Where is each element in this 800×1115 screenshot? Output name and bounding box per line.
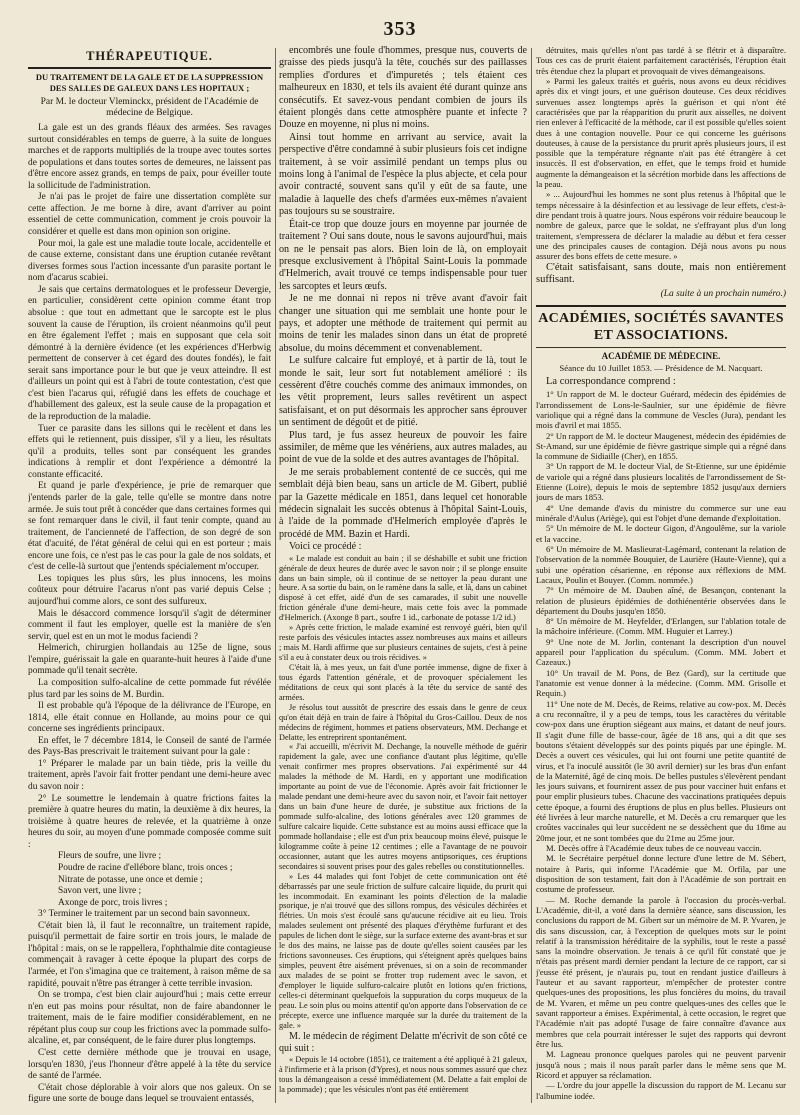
correspondence-item: M. le Secrétaire perpétuel donne lecture d'une lettre de M. Sébert, notaire à Paris, qui informe l'Académie que M. Orfila, par une disposition de son testament, fait don à l'Académie de son portrait en costume de professeur. <box>536 853 786 895</box>
paragraph: Était-ce trop que douze jours en moyenne par journée de traitement ? Oui sans doute, nous le savons aujourd'hui, mais on ne le pensait pas alors. Bien loin de là, on employait presque exclusivement à l'hôpital Saint-Louis la pommade d'Helmerich, avait trouvé ce temps indispensable pour tuer les sarcoptes et leurs œufs. <box>279 218 527 292</box>
paragraph: Je sais que certains dermatologues et le professeur Devergie, en particulier, considèrent cette opinion comme étant trop absolue : que tout en admettant que le sarcopte est le plus souvent la cause de l'éruption, ils croient néanmoins qu'il peut en être également l'effet ; mais en supposant que cela soit démontré à la dernière évidence (et les expériences d'Herbwig permettent de conserver à cet égard des doutes fondés), le fait serait sans importance pour le but que je veux atteindre. Il est d'ailleurs un point qui est à l'abri de toute contestation, c'est que c'est bien l'acarus qui, réfugié dans les effets de couchage et d'habillement des galeux, est la seule cause de la propagation et de la reproduction de la maladie. <box>28 284 271 423</box>
to-be-continued: (La suite à un prochain numéro.) <box>660 289 786 300</box>
paragraph: Pour moi, la gale est une maladie toute locale, accidentelle et de cause externe, consistant dans une éruption cutanée revêtant diverses formes sous l'action incessante d'un parasite portant le nom d'acarus scabiei. <box>28 238 271 284</box>
quoted-paragraph: » Les 44 malades qui font l'objet de cette communication ont été débarrassés par une seule friction de sulfure calcaire liquide, du prurit qui les incommodait. En examinant les points d'élection de la maladie psorique, je n'ai trouvé que des sillons rompus, des vésicules déchirées et flétries. Un mois s'est écoulé sans qu'aucune récidive ait eu lieu. Trois malades seulement ont présenté des plaques d'érythème furfurant et des papules de lichen dont le siège, sur la surface externe des avant-bras et sur le dos des mains, ne laisse pas de doute qu'elles soient causées par les frictions savonneuses. Ces éruptions, qui s'éteignent après quelques bains simples, peuvent être aisément prévenues, si on a soin de recommander aux malades de se point se frotter trop rudement avec le savon, et d'employer le liquide sulfuro-calcaire plutôt en lotions qu'en frictions, celles-ci déterminant quelquefois la suppuration du corps muqueux de la peau. Le soin plus ou moins attentif qu'on apporte dans l'observation de ce précepte, exerce une influence marquée sur la durée du traitement de la gale. » <box>279 871 527 1030</box>
paragraph: Mais le désaccord commence lorsqu'il s'agit de déterminer comment il faut les employer, quelle est la manière de s'en servir, quel est en un mot le modus faciendi ? <box>28 608 271 642</box>
quoted-paragraph: C'était là, à mes yeux, un fait d'une portée immense, digne de fixer à tous égards l'attention générale, et de provoquer spécialement les méditations de ceux qui sont placés à la tête du service de santé des armées. <box>279 662 527 702</box>
correspondence-item: M. Lagneau prononce quelques paroles qui ne peuvent parvenir jusqu'à nous ; mais il nous paraît parler dans le même sens que M. Ricord et appuyer sa réclamation. <box>536 1049 786 1080</box>
session-line: Séance du 10 Juillet 1853. — Présidence de M. Nacquart. <box>559 362 763 373</box>
paragraph: Le sulfure calcaire fut employé, et à partir de là, tout le monde le sait, leur sort fut notablement amélioré : ils cessèrent d'être couchés comme des animaux immondes, on les vêtit proprement, leurs salles revêtirent un aspect satisfaisant, et on put désormais les approcher sans éprouver un sentiment de dégoût et de pitié. <box>279 355 527 429</box>
paragraph: 3° Terminer le traitement par un second bain savonneux. <box>38 909 250 920</box>
page-number: 353 <box>383 18 417 40</box>
paragraph: Il est probable qu'à l'époque de la délivrance de l'Europe, en 1814, elle était connue en Hollande, au moins pour ce qui concerne ses ingrédients principaux. <box>28 701 271 735</box>
paragraph: Helmerich, chirurgien hollandais au 125e de ligne, sous l'empire, guérissait la gale en quarante-huit heures à l'aide d'une pommade qu'il tenait secrète. <box>28 643 271 677</box>
article-title: DU TRAITEMENT DE LA GALE ET DE LA SUPPRESSION DES SALLES DE GALEUX DANS LES HOPITAUX ; <box>35 72 264 93</box>
paragraph: C'était bien là, il faut le reconnaître, un traitement rapide, puisqu'il permettait de faire sortir en trois jours, le malade de l'hôpital : mais, on se le rappellera, l'ophthalmie dite contagieuse commençait à ravager à cette époque la plupart des corps de l'armée, et l'on s'imagina que ce traitement, à raison même de sa rapidité, pouvait n'être pas étranger à cette terrible invasion. <box>28 920 271 989</box>
paragraph: 1° Préparer le malade par un bain tiède, pris la veille du traitement, après l'avoir fait frotter pendant une demi-heure avec du savon noir : <box>28 758 271 793</box>
paragraph: encombrés une foule d'hommes, presque nus, couverts de graisse des pieds jusqu'à la tête, couchés sur des paillasses remplies d'ordures et d'impuretés ; tels étaient ces malheureux en 1830, et tels ils avaient été durant quinze ans consécutifs. Et savez-vous pendant combien de jours ils étaient plongés dans cette atmosphère puante et infecte ? Douze en moyenne, ni plus ni moins. <box>279 45 527 131</box>
paragraph: C'est cette dernière méthode que je trouvai en usage, lorsqu'en 1830, j'eus l'honneur d'être appelé à la tête du service de santé de l'armée. <box>28 1047 271 1082</box>
correspondence-item: 5° Un mémoire de M. le docteur Gigon, d'Angoulême, sur la variole et la vaccine. <box>536 523 786 544</box>
academies-heading: ACADÉMIES, SOCIÉTÉS SAVANTES ET ASSOCIATIONS. <box>538 311 784 344</box>
quoted-paragraph: « Le malade est conduit au bain ; il se déshabille et subit une friction générale de deux heures de durée avec le savon noir ; il se plonge ensuite dans un bain simple, où il continue de se nettoyer la peau durant une heure. A sa sortie du bain, on le ramène dans la salle, et là, dans un cabinet disposé à cet effet, aidé d'un de ses camarades, il subit une nouvelle friction générale d'une demi-heure, mais cette fois avec la pommade d'Helmerich. (Axonge 8 part., soufre 1 id., carbonate de potasse 1/2 id.) <box>279 553 527 623</box>
quoted-paragraph: Je résolus tout aussitôt de prescrire des essais dans le genre de ceux qu'on était déjà en train de faire à l'hôpital du Gros-Caillou. Deux de nos médecins de régiment, hommes et patiens observateurs, MM. Dechange et Delatte, les entreprirent spontanément. <box>279 702 527 742</box>
paragraph: M. le médecin de régiment Delatte m'écrivit de son côté ce qui suit : <box>279 1030 527 1055</box>
correspondence-item: 9° Une note de M. Jorlin, contenant la description d'un nouvel appareil pour l'application du spéculum. (Comm. MM. Jobert et Cazeaux.) <box>536 636 786 668</box>
paragraph: Ainsi tout homme en arrivant au service, avait la perspective d'être condamné à subir plusieurs fois cet indigne traitement, à se voir assimilé pendant un temps plus ou moins long à l'animal de l'espèce la plus abjecte, et cela pour avoir contracté, souvent sans qu'il y eût de sa faute, une maladie à laquelle des chefs d'armées eux-mêmes n'avaient pas toujours su se soustraire. <box>279 131 527 218</box>
paragraph: Les topiques les plus sûrs, les plus innocens, les moins coûteux pour détruire l'acarus n'ont pas varié depuis Celse ; aujourd'hui comme alors, ce sont des sulfureux. <box>28 573 271 608</box>
correspondence-item: 11° Une note de M. Decès, de Reims, relative au cow-pox. M. Decès a cru reconnaître, il y a peu de temps, tous les caractères du véritable cow-pox dans une éruption siégeant aux mains, et datant de neuf jours. Il s'agit d'une fille de basse-cour, âgée de 18 ans, qui a dit que ses boutons s'étaient développés sur des points piqués par une épingle. M. Decès a ouvert ces vésicules, qui lui ont fourni une petite quantité de virus, et l'a inoculé aussitôt (le 30 avril dernier) sur les bras d'un enfant de la Maternité, âgé de cinq mois. De belles pustules s'élevèrent pendant les jours suivans, et fournirent assez de pus pour vacciner huit enfans et pour emplir plusieurs tubes. Chacune des vaccinations pratiquées depuis cette époque, a fourni des éruptions de plus en plus belles. Plusieurs ont été livrées à leur marche naturelle, et M. Decès a cru remarquer que les croûtes vaccinales qui leur succèdent ne se dessèchent que du 18me au 20me jour, et ne sont tombées que du 21me au 25me jour. <box>536 698 786 843</box>
correspondence-item: 3° Un rapport de M. le docteur Vial, de St-Etienne, sur une épidémie de variole qui a régné dans plusieurs localités de l'arrondissement de St-Etienne (Loire), depuis le mois de septembre 1852 jusqu'aux derniers jours de mars 1853. <box>536 461 786 503</box>
ingredient-item: Fleurs de soufre, une livre ; <box>58 851 162 862</box>
correspondence-item: 2° Un rapport de M. le docteur Maugenest, médecin des épidémies de St-Amand, sur une épidémie de fièvre gastrique simple qui a régné dans la commune de Sidiaille (Cher), en 1855. <box>536 430 786 462</box>
correspondence-item: 4° Une demande d'avis du ministre du commerce sur une eau minérale d'Aulus (Ariège), qui est l'objet d'une demande d'exploitation. <box>536 502 786 524</box>
ingredient-item: Poudre de racine d'ellébore blanc, trois onces ; <box>58 862 233 873</box>
paragraph: En effet, le 7 décembre 1814, le Conseil de santé de l'armée des Pays-Bas prescrivait le traitement suivant pour la gale : <box>28 735 271 758</box>
correspondence-item: — L'ordre du jour appelle la discussion du rapport de M. Lecanu sur l'albumine iodée. <box>536 1080 786 1101</box>
correspondence-item: 6° Un mémoire de M. Maslieurat-Lagémard, contenant la relation de l'observation de la nommée Bouquier, de Laurière (Haute-Vienne), qui a subi une opération césarienne, en réponse aux réflexions de MM. Lacaux, Poulin et Bouyer. (Comm. nommée.) <box>536 543 786 585</box>
paragraph: C'était satisfaisant, sans doute, mais non entièrement suffisant. <box>536 261 786 286</box>
quoted-paragraph: » Parmi les galeux traités et guéris, nous avons eu deux récidives après dix et vingt jours, et une guérison douteuse. Ces deux récidives survenues assez longtemps après la guérison et qui n'ont été caractérisées que par la réapparition du prurit aux aisselles, ne doivent rien enlever à l'efficacité de la méthode, car il est possible qu'elles soient dues à une contagion nouvelle. Pour ce qui concerne les guérisons douteuses, à cause de la persistance du prurit après plusieurs jours, il est possible que la température régnante n'ait pas été étrangère à cet insuccès. Il est d'observation, en effet, que le temps froid et humide augmente la démangeaison et la sécrétion morbide dans les affections de la peau. <box>536 75 786 190</box>
section-rule <box>536 347 786 348</box>
paragraph: Et quand je parle d'expérience, je prie de remarquer que j'entends parler de la gale, telle qu'elle se montre dans notre armée. Je suis tout prêt à concéder que dans certaines formes qui se font remarquer dans le civil, il faut tenir compte, quand au traitement, de l'ancienneté de l'affection, de son degré de son état d'acuité, de l'état général de celui qui en est porteur ; mais encore une fois, ce n'est pas le cas pour la gale de nos soldats, et c'est de celle-là surtout que j'entends spécialement m'occuper. <box>28 481 271 573</box>
ingredient-item: Axonge de porc, trois livres ; <box>58 897 168 908</box>
column-1 <box>28 45 271 1107</box>
ingredient-item: Nitrate de potasse, une once et demie ; <box>58 874 203 885</box>
column-2 <box>279 45 527 1107</box>
paragraph: Tuer ce parasite dans les sillons qui le recèlent et dans les effets qui le retiennent, puis dissiper, s'il y a lieu, les résultats qu'il a produits, telles sont par conséquent les grandes indications à remplir et dont l'expérience a démontré la constante efficacité. <box>28 423 271 480</box>
paragraph: La composition sulfo-alcaline de cette pommade fut révélée plus tard par les soins de M. Burdin. <box>28 677 271 700</box>
paragraph: Je n'ai pas le projet de faire une dissertation complète sur cette affection. Je me borne à dire, avant d'arriver au point essentiel de cette communication, comment je crois pouvoir la considérer et quelle est dans mon opinion son origine. <box>28 192 271 238</box>
academie-subheading: ACADÉMIE DE MÉDECINE. <box>601 351 721 362</box>
correspondence-item: 10° Un travail de M. Pons, de Bez (Gard), sur la certitude que l'anatomie est venue donner à la médecine. (Comm. MM. Grisolle et Requin.) <box>536 667 786 699</box>
paragraph: 2° Le soumettre le lendemain à quatre frictions faites la première à quatre heures du matin, la deuxième à dix heures, la troisième à quatre heures de relevée, et la quatrième à onze heures du soir, au moyen d'une pommade composée comme suit : <box>28 793 271 850</box>
ingredient-item: Savon vert, une livre ; <box>58 886 142 897</box>
section-title: THÉRAPEUTIQUE. <box>86 49 213 63</box>
correspondence-item: M. Decès offre à l'Académie deux tubes de ce nouveau vaccin. <box>546 843 762 854</box>
paragraph: Plus tard, je fus assez heureux de pouvoir les faire assimiler, de même que les vénériens, aux autres malades, au point de vue de la solde et des autres avantages de l'hôpital. <box>279 429 527 466</box>
correspondence-item: 8° Un mémoire de M. Heyfelder, d'Erlangen, sur l'ablation totale de la mâchoire inférieure. (Comm. MM. Huguier et Larrey.) <box>536 616 786 637</box>
quoted-paragraph: « J'ai accueilli, m'écrivit M. Dechange, la nouvelle méthode de guérir rapidement la gale, avec une confiance d'autant plus légitime, qu'elle venait confirmer mes propres observations. J'ai expérimenté sur 44 malades la méthode de M. Hardi, en y apportant une modification importante au point de vue de l'économie. Après avoir fait frictionner le malade pendant une demi-heure avec du savon noir, et l'avoir fait nettoyer dans un bain d'une heure de durée, je substitue aux frictions de la pommade sulfo-alcaline, des lotions générales avec 120 grammes de sulfure calcaire liquide. Cette substance est au moins aussi efficace que la pommade hollandaise ; elle est d'un prix beaucoup moins élevé, puisque le kilogramme coûte à peine 12 centimes ; elle a l'avantage de ne pouvoir occasionner, autant que les autres moyens antipsoriques, ces éruptions secondaires si souvent prises pour des gales rebelles ou constitutionnelles. <box>279 742 527 871</box>
paragraph: Je ne me donnai ni repos ni trêve avant d'avoir fait changer une situation qui me semblait une honte pour le pays, et adopter une méthode de traitement qui permit au moins de tenir les malades sinon dans un état de propreté absolue, du moins décemment et convenablement. <box>279 293 527 354</box>
paragraph: On se trompa, c'est bien clair aujourd'hui ; mais cette erreur n'en eut pas moins pour résultat, non de faire abandonner le traitement, mais de le faire modifier considérablement, en ne répétant plus coup sur coup les frictions avec la pommade sulfo-alcaline, et, par conséquent, de le faire durer plus longtemps. <box>28 990 271 1047</box>
quoted-paragraph: » Après cette friction, le malade examiné est renvoyé guéri, bien qu'il reste parfois des vésicules intactes assez nombreuses aux mains et ailleurs ; mais M. Hardi affirme que sur plusieurs centaines de sujets, c'est à peine s'il a eu à constater deux ou trois récidives. » <box>279 623 527 663</box>
article-byline: Par M. le docteur Vleminckx, président de l'Académie de médecine de Belgique. <box>40 96 259 119</box>
paragraph: Je me serais probablement contenté de ce succès, qui me semblait déjà bien beau, sans un article de M. Gibert, publié par la Gazette médicale en 1851, dans lequel cet honorable médecin signalait les succès obtenus à l'hôpital Saint-Louis, à l'aide de la pommade d'Helmerich employée d'après le procédé de MM. Bazin et Hardi. <box>279 466 527 540</box>
section-rule <box>28 67 271 69</box>
correspondence-item: 1° Un rapport de M. le docteur Guérard, médecin des épidémies de l'arrondissement de Lons-le-Saulnier, sur une épidémie de fièvre variolique qui a régné dans la commune de Vescles (Jura), pendant les mois d'avril et mai 1855. <box>536 389 786 431</box>
paragraph: La correspondance comprend : <box>546 376 676 388</box>
quoted-paragraph: détruites, mais qu'elles n'ont pas tardé à se flétrir et à disparaître. Tous ces cas de prurit étaient parfaitement caractérisés, l'éruption était très étendue chez la plupart et provoquait de vives démangeaisons. <box>536 45 786 76</box>
paragraph: Voici ce procédé : <box>289 541 362 553</box>
paragraph: La gale est un des grands fléaux des armées. Ses ravages surtout considérables en temps de guerre, à la suite de longues marches et de rapports multipliés de la troupe avec toutes sortes de populations et dans toutes sortes de demeures, ne laissent pas d'être encore assez grands, en temps de paix, pour éveiller toute la sollicitude de l'administration. <box>28 122 271 191</box>
correspondence-item: 7° Un mémoire de M. Dauben aîné, de Besançon, contenant la relation de plusieurs épidémies de dothiénentérie observées dans le département du Doubs jusqu'en 1850. <box>536 585 786 616</box>
quoted-paragraph: » ... Aujourd'hui les hommes ne sont plus retenus à l'hôpital que le temps nécessaire à la désinfection et au lessivage de leur effets, c'est-à-dire pendant trois à quatre jours. Nous espérons voir réduire beaucoup le nombre de galeux, parce que le soldat, ne s'effrayant plus d'un long traitement, s'empressera de déclarer la maladie au début et fera cesser une des principales causes de contagion. Déjà nous avons pu nous assurer des bons effets de cette mesure. » <box>536 189 786 262</box>
quoted-paragraph: « Depuis le 14 octobre (1851), ce traitement a été appliqué à 21 galeux, à l'infirmerie et à la prison (d'Ypres), et nous nous sommes assuré que chez tous la démangeaison a cessé immédiatement (M. Delatte a fait emploi de la pommade) ; que les vésicules n'ont pas été entièrement <box>279 1055 527 1095</box>
column-divider <box>275 48 276 1103</box>
paragraph: C'était chose déplorable à voir alors que nos galeux. On se figure une sorte de bouge dans lequel se trouvaient entassés, <box>28 1082 271 1105</box>
section-rule <box>536 305 786 307</box>
ingredients-list <box>58 851 271 909</box>
correspondence-item: — M. Roche demande la parole à l'occasion du procès-verbal. L'Académie, dit-il, a voté dans la dernière séance, sans discussion, les conclusions du rapport de M. Gibert sur un mémoire de M. P. Yvaren, je dis sans discussion, car, à l'exception de quelques mots sur le point relatif à la transmission héréditaire de la syphilis, tout le reste a passé sans la moindre observation. Je tenais à ce qu'il fût constaté que je n'étais pas présent mardi dernier pendant la lecture de ce rapport, car si j'eusse été présent, je n'aurais pu, tout en rendant justice d'ailleurs à l'auteur et au savant rapporteur, m'empêcher de protester contre quelques-unes des propositions, les plus foncières du moins, du travail de M. Yvaren, et même un peu contre quelques-unes des celles que le savant rapporteur a émises. Expérimental, à cette occasion, le regret que l'Académie n'ait pas adopté l'usage de faire connaître d'avance aux membres que cela pourrait intéresser le sujet des rapports qui devront être lus. <box>536 894 786 1049</box>
column-3 <box>536 45 786 1107</box>
column-divider <box>531 48 532 1103</box>
